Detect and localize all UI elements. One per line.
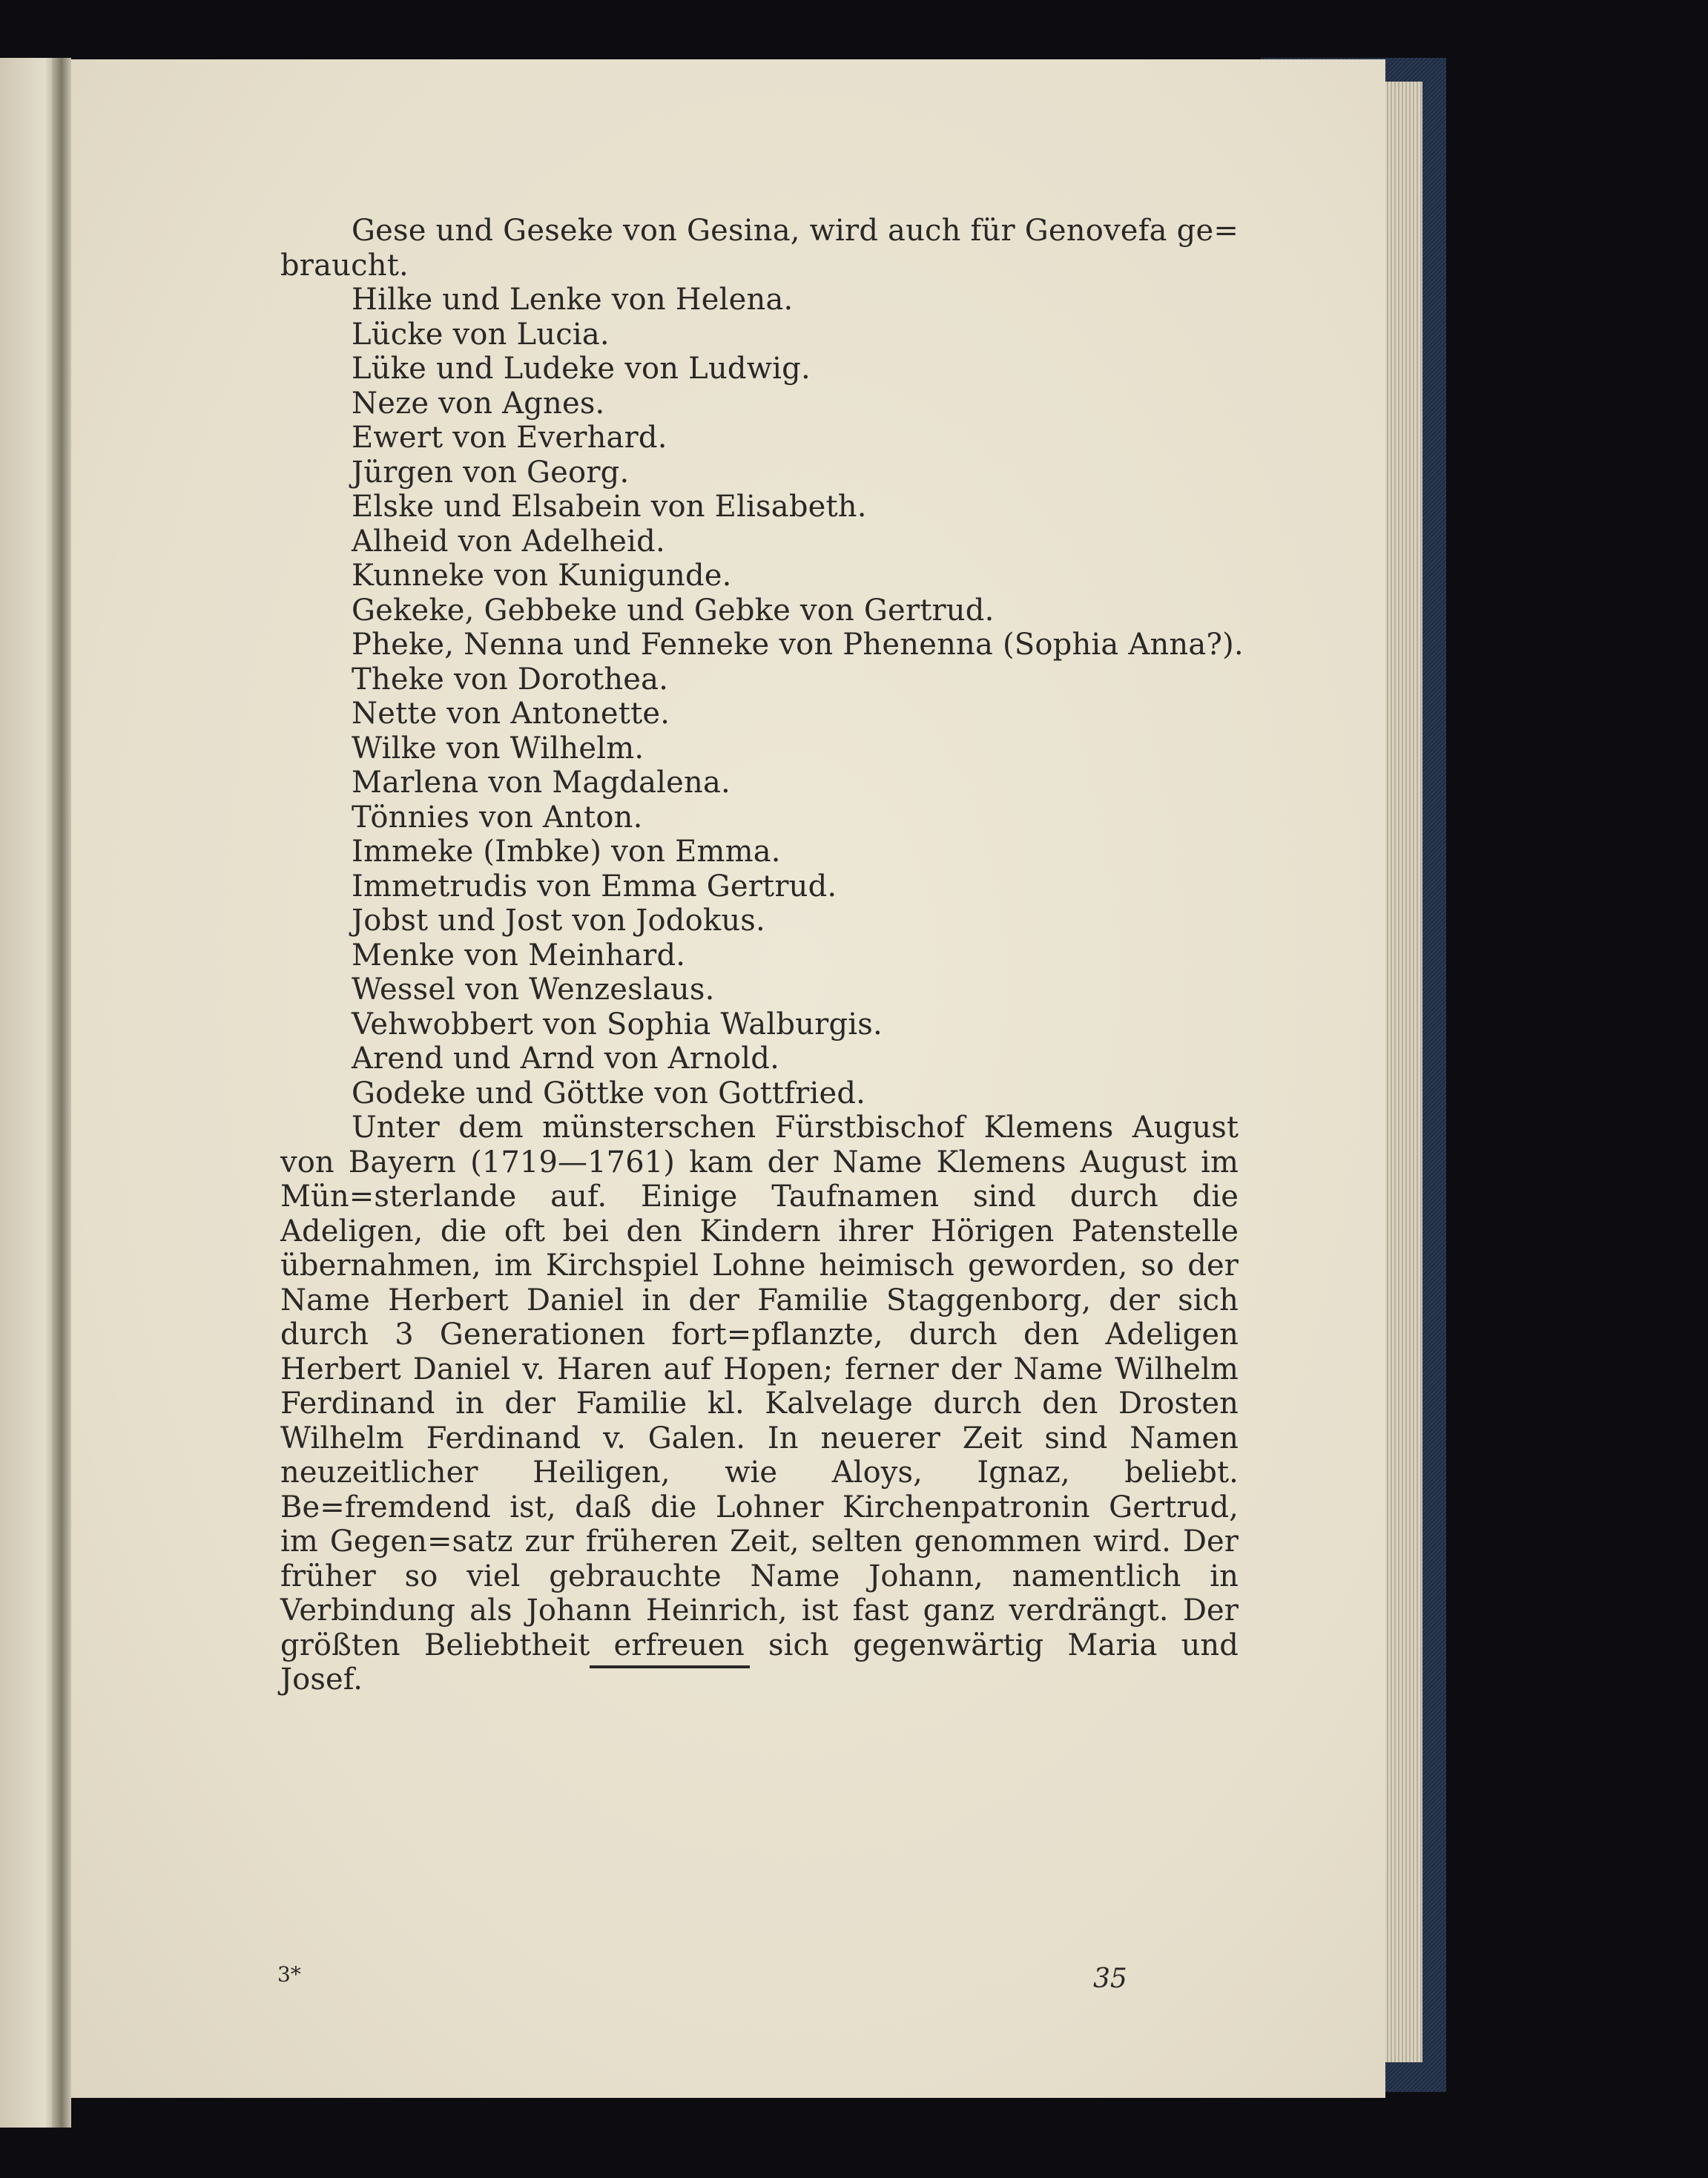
name-variant-line: Jobst und Jost von Jodokus.: [352, 904, 765, 938]
name-variant-line: Vehwobbert von Sophia Walburgis.: [352, 1007, 883, 1042]
name-variant-list: [280, 214, 1244, 1111]
name-variant-line: Ewert von Everhard.: [352, 421, 667, 455]
name-variant-line: Gese und Geseke von Gesina, wird auch für Genovefa ge=: [352, 214, 1239, 248]
name-variant-line: Menke von Meinhard.: [352, 938, 686, 973]
page-text: [280, 214, 1244, 1697]
name-variant-line: Marlena von Magdalena.: [352, 766, 731, 800]
page-number: 35: [1093, 1964, 1127, 1994]
name-variant-line: Immetrudis von Emma Gertrud.: [352, 869, 837, 904]
name-variant-line: Nette von Antonette.: [352, 697, 670, 731]
name-variant-line: Tönnies von Anton.: [352, 800, 643, 835]
name-variant-line: Lücke von Lucia.: [352, 317, 610, 352]
book-gutter: [52, 58, 71, 2128]
name-variant-line: Lüke und Ludeke von Ludwig.: [352, 352, 811, 386]
name-variant-line: Theke von Dorothea.: [352, 662, 669, 697]
name-variant-line: braucht.: [280, 248, 409, 283]
name-variant-line: Neze von Agnes.: [352, 386, 605, 421]
name-variant-line: Gekeke, Gebbeke und Gebke von Gertrud.: [352, 593, 995, 628]
name-variant-line: Elske und Elsabein von Elisabeth.: [352, 490, 867, 524]
signature-mark: 3*: [277, 1962, 301, 1987]
name-variant-line: Alheid von Adelheid.: [352, 524, 665, 559]
name-variant-line: Wilke von Wilhelm.: [352, 731, 644, 766]
name-variant-line: Arend und Arnd von Arnold.: [352, 1042, 780, 1076]
name-variant-line: Immeke (Imbke) von Emma.: [352, 835, 781, 869]
name-variant-line: Kunneke von Kunigunde.: [352, 559, 732, 593]
name-variant-line: Pheke, Nenna und Fenneke von Phenenna (Sophia Anna?).: [352, 628, 1244, 662]
name-variant-line: Hilke und Lenke von Helena.: [352, 283, 794, 317]
name-variant-line: Wessel von Wenzeslaus.: [352, 973, 715, 1007]
name-variant-line: Jürgen von Georg.: [352, 455, 630, 490]
page-stack-edges: [1379, 82, 1422, 2062]
name-variant-line: Godeke und Göttke von Gottfried.: [352, 1076, 866, 1111]
closing-rule: [590, 1665, 750, 1668]
book-page: [68, 59, 1385, 2098]
body-paragraph: Unter dem münsterschen Fürstbischof Klemens August von Bayern (1719—1761) kam der Name Klemens August im Mün=sterlande auf. Einige Taufnamen sind durch die Adeligen, die oft bei den Kindern ihrer Hörigen Patenstelle übernahmen, im Kirchspiel Lohne heimisch geworden, so der Name Herbert Daniel in der Familie Staggenborg, der sich durch 3 Generationen fort=pflanzte, durch den Adeligen Herbert Daniel v. Haren auf Hopen; ferner der Name Wilhelm Ferdinand in der Familie kl. Kalvelage durch den Drosten Wilhelm Ferdinand v. Galen. In neuerer Zeit sind Namen neuzeitlicher Heiligen, wie Aloys, Ignaz, beliebt. Be=fremdend ist, daß die Lohner Kirchenpatronin Gertrud, im Gegen=satz zur früheren Zeit, selten genommen wird. Der früher so viel gebrauchte Name Johann, namentlich in Verbindung als Johann Heinrich, ist fast ganz verdrängt. Der größten Beliebtheit erfreuen sich gegenwärtig Maria und Josef.: [280, 1111, 1239, 1697]
